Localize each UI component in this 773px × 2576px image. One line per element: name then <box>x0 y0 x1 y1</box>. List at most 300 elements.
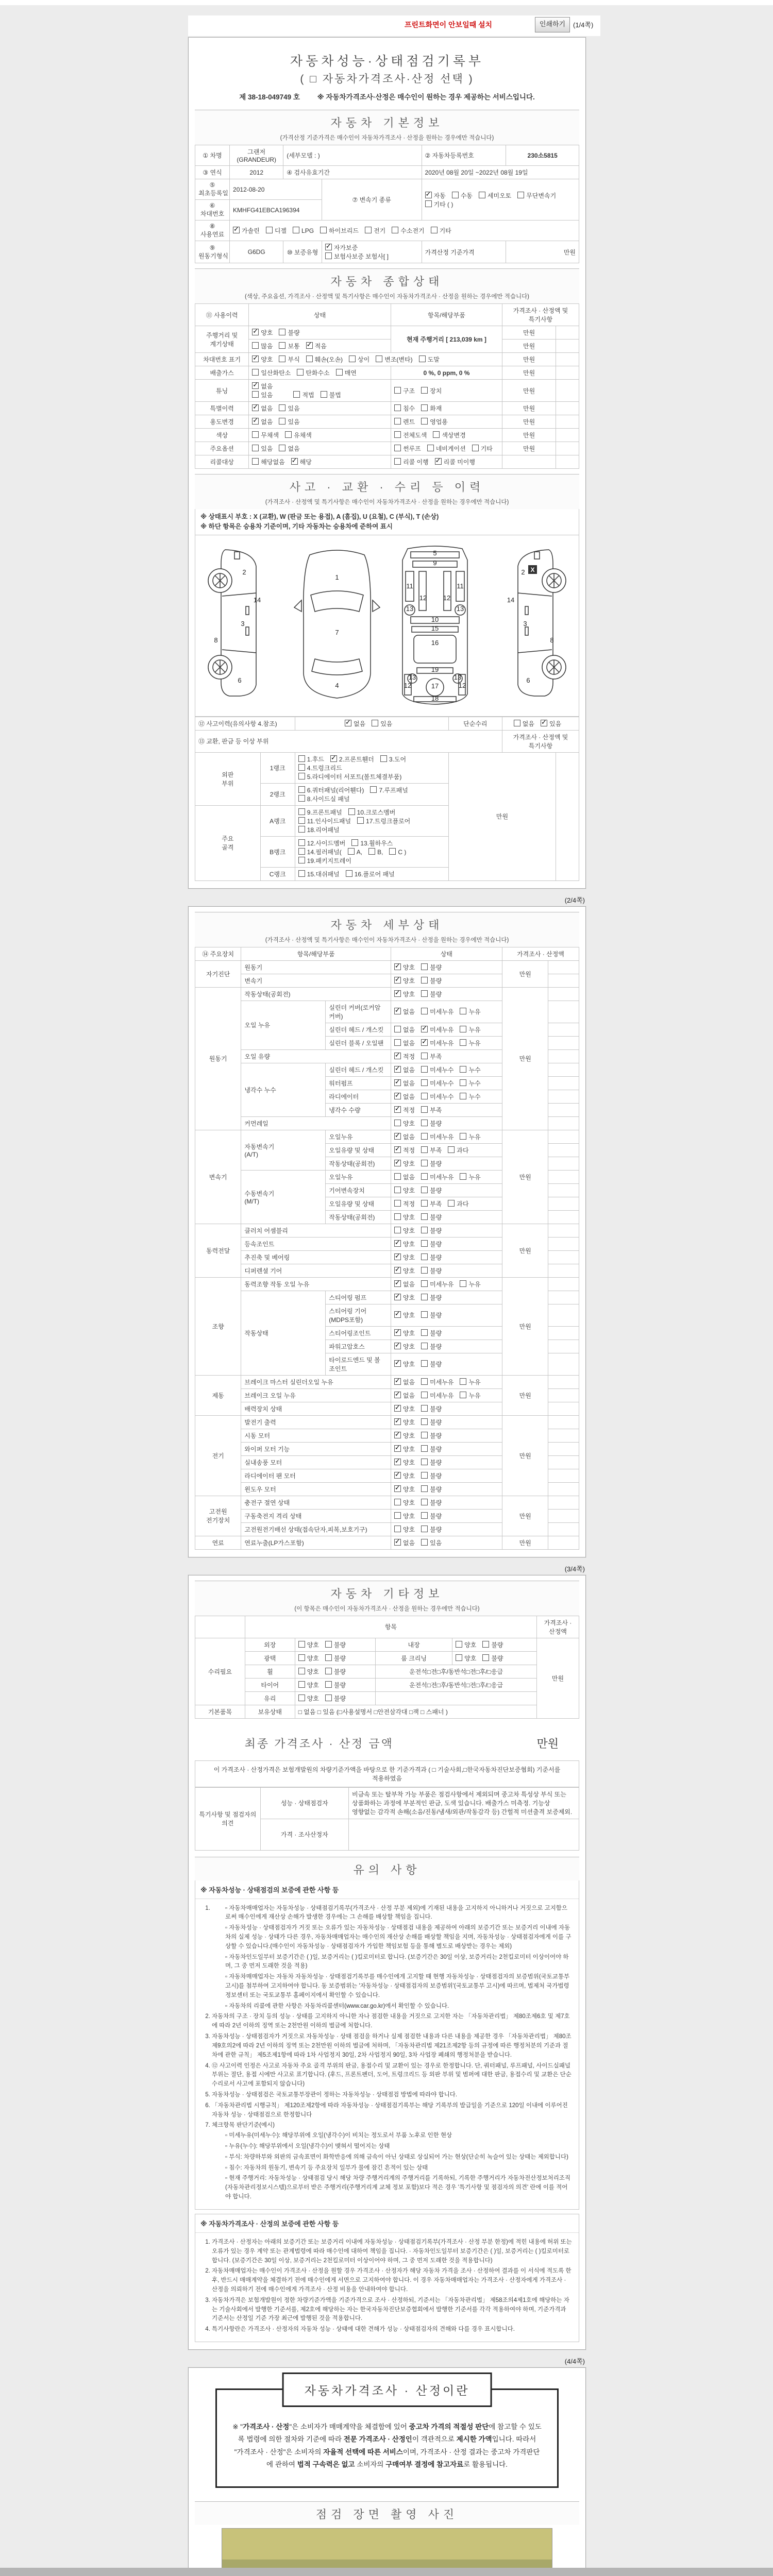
checkbox-checked-icon <box>394 1378 401 1385</box>
checkbox-option: 양호 <box>394 1186 415 1195</box>
checkbox-option: 불량 <box>325 1694 346 1703</box>
checkbox-icon <box>419 355 426 362</box>
checkbox-option: 불량 <box>421 1404 442 1413</box>
checkbox-icon <box>298 808 305 815</box>
photos-section-header <box>195 2501 579 2525</box>
basic-info-grid: ① 차명 그랜저(GRANDEUR) (세부모델 : ) ② 자동차등록번호 230소5815 ③ 연식 2012 ④ 검사유효기간 2020년 08월 20일 ~2022년 08월 19일 ⑤ 최초등록일 2012-08-20 ⑦ 변속기 종류 ✓자동 수동 세미오토 무단변속기 기타 ( ) ⑥ 차대번호 KMHFG41EBCA196394 ⑧ 사용연료 ✓ 가솔린 디젤 LPG 하이브리드 전기 수소전기 기타 ⑨ 원동기형식 G6DG ⑩ 보증유형 ✓자가보증보험사보증 보험사[ ] 가격산정 기준가격 만원 <box>195 145 579 263</box>
doc-title: 자동차성능·상태점검기록부 <box>290 54 484 69</box>
checkbox-option: 기타 <box>431 226 451 235</box>
print-install-notice: 프린트화면이 안보일때 설치 <box>405 21 493 29</box>
checkbox-icon <box>298 839 305 846</box>
checkbox-icon <box>285 431 292 438</box>
checkbox-icon <box>421 977 428 984</box>
basic-section-title: 자동차 기본정보 <box>330 116 444 129</box>
checkbox-checked-icon <box>394 1294 401 1300</box>
checkbox-option: 과다 <box>448 1199 468 1208</box>
checkbox-option: 상이 <box>349 355 369 364</box>
detail-row: 구동축전지 격리 상태 양호 불량 <box>195 1509 579 1522</box>
checkbox-icon <box>370 786 377 793</box>
checkbox-icon <box>394 1526 401 1532</box>
panel-number: 12 <box>443 594 451 602</box>
detail-row: 변속기 자동변속기 (A/T) 오일누유 ✓ 없음 미세누유 누유 만원 <box>195 1130 579 1143</box>
detail-row: 원동기 작동상태(공회전) ✓ 양호 불량 만원 <box>195 987 579 1001</box>
checkbox-option: ✓ 양호 <box>394 1418 415 1427</box>
valuation-intro-text: ※ "가격조사 · 산정"은 소비자가 매매계약을 체결함에 있어 중고차 가격의 적절성 판단에 참고할 수 있도록 법령에 의한 절차와 기준에 따라 전문 가격조사 · 산정인이 객관적으로 제시한 가액입니다. 따라서 "가격조사 · 산정"은 소비자의 자율적 선택에 따른 서비스이며, 가격조사 · 산정 결과는 중고차 가격판단에 관하여 법적 구속력은 없고 소비자의 구매여부 결정에 참고자료로 활용됩니다. <box>232 2423 542 2468</box>
checkbox-option: 양호 <box>298 1667 319 1676</box>
checkbox-option: ✓ 없음 <box>394 1280 415 1289</box>
checkbox-option: 미세누유 <box>421 1280 453 1289</box>
checkbox-option: 6.쿼터패널(리어휀다) <box>298 786 364 794</box>
checkbox-option: ✓ 적정 <box>394 1146 415 1155</box>
sheet-4 <box>188 2367 586 2576</box>
checkbox-option: 불량 <box>421 1329 442 1337</box>
checkbox-icon <box>348 848 355 855</box>
final-price-unit: 만원 <box>536 1737 559 1750</box>
page-marker-2: (2/4쪽) <box>564 896 585 904</box>
checkbox-option: 12.사이드멤버 <box>298 839 346 848</box>
checkbox-option: 해당없음 <box>252 457 284 466</box>
panel-number: 3 <box>523 619 527 628</box>
checkbox-option: ✓ 2.프론트휀더 <box>330 755 374 764</box>
checkbox-option: 적법 <box>293 391 314 399</box>
checkbox-option: ✓자가보증 <box>325 243 358 252</box>
checkbox-checked-icon <box>394 1079 401 1086</box>
doc-number-line <box>195 91 579 101</box>
checkbox-option: ✓ 가솔린 <box>233 226 260 235</box>
checkbox-option: 1.후드 <box>298 755 324 764</box>
checkbox-option: 양호 <box>394 1119 415 1128</box>
checkbox-option: ✓ 양호 <box>394 990 415 998</box>
checkbox-icon <box>252 342 259 349</box>
detail-row: 고전원전기배선 상태(접속단자,피복,보호기구) 양호 불량 <box>195 1522 579 1536</box>
checkbox-option: 없음 <box>394 1025 415 1034</box>
checkbox-option: 색상변경 <box>433 431 465 439</box>
checkbox-option: 화재 <box>421 404 442 413</box>
checkbox-icon <box>421 1187 428 1193</box>
checkbox-icon <box>394 1512 401 1519</box>
checkbox-icon <box>298 1694 305 1701</box>
checkbox-option: 있음 <box>252 444 273 453</box>
opinion-row: 특기사항 및 점검자의 의견 성능 · 상태점검자 비금속 또는 탈부착 가능 부품은 점검사항에서 제외되며 중고차 특성상 부식 또는 상품화하는 과정에 부분적인 판금, 도색 있습니다. 배출가스 미측정. 기능상 영향없는 감각적 손해(소음/진동/냄새/외관/작동감각 등) 간헐적 미션출격 보증제외. <box>195 1787 579 1819</box>
print-button[interactable]: 인쇄하기 <box>535 17 570 32</box>
detail-section-subtitle: (가격조사 · 산정액 및 특기사항은 매수인이 자동차가격조사 · 산정을 원하는 경우에만 적습니다) <box>265 937 509 943</box>
checkbox-icon <box>321 391 327 398</box>
column-header: 가격조사 · 산정액 <box>537 1616 579 1638</box>
checkbox-checked-icon <box>394 1405 401 1412</box>
checkbox-icon <box>421 1311 428 1318</box>
checkbox-icon <box>325 1654 332 1661</box>
valuation-intro-box <box>215 2384 559 2488</box>
note-subitem: ▫ 현재 주행거리: 자동차성능 · 상태점검 당시 해당 차량 주행거리계의 주행거리를 기록하되, 기록한 주행거리가 자동차전산정보처리조직(자동차관리정보시스템)으로부터 받은 주행거리(주행거리계 교체 정보 포함)보다 적은 경우 '특기사항 및 점검자의 의견' 란에 이를 적어야 합니다. <box>225 2174 573 2201</box>
checkbox-option: 네비게이션 <box>427 444 466 453</box>
comprehensive-grid: ⑪ 사용이력 상태 항목/해당부품 가격조사 · 산정액 및 특기사항 주행거리 및 계기상태 ✓양호 불량 현재 주행거리 [ 213,039 km ] 만원 많음 보통 ✓ 적음 만원 차대번호 표기 ✓ 양호 부식 훼손(오손) 상이 변조(변타) 도말 만원 배출가스 일산화탄소 탄화수소 매연 0 %, 0 ppm, 0 % 만원 튜닝 ✓없음 있음 적법 불법 구조 장치 만원 특별이력 ✓ 없음 있음 침수 화재 만원 용도변경 ✓ 없음 있음 렌트 영업용 만원 색상 무채색 유채색 전체도색 색상변경 만원 주요옵션 있음 없음 썬루프 네비게이션 기타 만원 리콜대상 해당없음 ✓ 해당 리콜 이행 ✓ 리콜 미이행 <box>195 303 579 469</box>
checkbox-checked-icon <box>394 963 401 970</box>
checkbox-option: 세미오토 <box>479 191 511 200</box>
panel-number: 15 <box>431 624 439 632</box>
note-subitem: ▫ 누유(누수): 해당부위에서 오일(냉각수)이 맺혀서 떨어지는 상태 <box>225 2142 573 2151</box>
checkbox-checked-icon <box>394 1280 401 1287</box>
checkbox-icon <box>421 1053 428 1059</box>
checkbox-option: ✓ 양호 <box>394 1445 415 1453</box>
checkbox-icon <box>421 1008 428 1014</box>
checkbox-option: ✓ 미세누유 <box>421 1039 453 1047</box>
checkbox-icon <box>421 1146 428 1153</box>
checkbox-checked-icon <box>306 342 313 349</box>
damage-note: ※ 하단 항목은 승용차 기준이며, 기타 자동차는 승용차에 준하여 표시 <box>200 522 393 530</box>
checkbox-icon <box>325 252 332 259</box>
notes-block-2 <box>195 2214 579 2342</box>
checkbox-option: ✓ 없음 <box>345 719 365 728</box>
detail-row: 추진축 및 베어링 ✓ 양호 불량 <box>195 1250 579 1264</box>
detail-row: 전기 발전기 출력 ✓ 양호 불량 만원 <box>195 1415 579 1429</box>
checkbox-checked-icon <box>345 720 351 726</box>
panel-number: 16 <box>431 638 439 647</box>
comp-row: 주요옵션 있음 없음 썬루프 네비게이션 기타 만원 <box>195 442 579 455</box>
notes-section-header <box>195 1857 579 1880</box>
checkbox-option: 불량 <box>421 1431 442 1440</box>
repair-row: 광택 양호 불량 룸 크리닝 양호 불량 <box>195 1651 579 1665</box>
notes1-list <box>212 1904 573 2202</box>
checkbox-option: ✓ 없음 <box>394 1065 415 1074</box>
note-item: 5. 자동차성능 · 상태점검은 국토교통부장관이 정하는 자동차성능 · 상태점검 방법에 따라야 합니다. <box>212 2091 573 2100</box>
checkbox-option: 무단변속기 <box>517 191 556 200</box>
checkbox-icon <box>394 1499 401 1505</box>
checkbox-icon <box>425 200 432 207</box>
checkbox-checked-icon <box>252 355 259 362</box>
comp-row: 특별이력 ✓ 없음 있음 침수 화재 만원 <box>195 402 579 415</box>
checkbox-checked-icon <box>252 382 259 389</box>
detail-row: 조향 동력조향 작동 오일 누유 ✓ 없음 미세누유 누유 만원 <box>195 1277 579 1291</box>
checkbox-option: 누유 <box>460 1391 480 1400</box>
checkbox-option: 불량 <box>421 1512 442 1520</box>
checkbox-option: 양호 <box>394 1213 415 1222</box>
checkbox-icon <box>368 848 375 855</box>
rank-row: 외판 부위 1랭크 1.후드 ✓ 2.프론트휀더 3.도어4.트렁크리드5.라디에이터 서포트(볼트체결부품) 만원 <box>195 752 579 783</box>
checkbox-checked-icon <box>394 1343 401 1349</box>
notes-block-1 <box>195 1880 579 2210</box>
panel-number: 12 <box>404 681 412 689</box>
detail-row: 작동상태(공회전) 양호 불량 <box>195 1210 579 1224</box>
checkbox-icon <box>514 720 520 726</box>
checkbox-option: ✓없음 <box>394 1007 415 1016</box>
photos-section-title: 점검 장면 촬영 사진 <box>315 2508 459 2521</box>
checkbox-icon <box>421 1360 428 1367</box>
panel-number: 14 <box>253 596 261 604</box>
bottom-scrollbar[interactable] <box>0 2568 773 2576</box>
checkbox-checked-icon <box>394 1445 401 1452</box>
checkbox-option: 3.도어 <box>380 755 406 764</box>
checkbox-option: 양호 <box>394 1525 415 1534</box>
checkbox-option: ✓양호 <box>252 328 273 337</box>
checkbox-option: 수소전기 <box>392 226 424 235</box>
checkbox-option: 불량 <box>421 963 442 972</box>
inspector-opinion-table <box>195 1787 579 1851</box>
doc-subtitle: ( □ 자동차가격조사·산정 선택 ) <box>300 73 474 85</box>
checkbox-option: 불량 <box>421 1119 442 1128</box>
damage-codes: ※ 상태표시 부호 : X (교환), W (판금 또는 용접), A (흠집), U (요철), C (부식), T (손상) <box>200 513 439 520</box>
checkbox-option: 불량 <box>421 1266 442 1275</box>
checkbox-option: 불량 <box>421 1293 442 1302</box>
detail-row: 냉각수 수량 ✓ 적정 부족 <box>195 1103 579 1116</box>
checkbox-checked-icon <box>394 1253 401 1260</box>
checkbox-icon <box>349 355 356 362</box>
checkbox-option: ✓ 양호 <box>394 1485 415 1494</box>
checkbox-option: 불량 <box>421 1186 442 1195</box>
checkbox-checked-icon <box>394 1360 401 1367</box>
checkbox-checked-icon <box>421 1039 428 1046</box>
checkbox-option: 불량 <box>421 1159 442 1168</box>
other-info-table <box>195 1616 579 1719</box>
page-marker-1: (1/4쪽) <box>573 21 594 29</box>
checkbox-icon <box>376 355 382 362</box>
checkbox-icon <box>421 1485 428 1492</box>
checkbox-icon <box>298 870 305 877</box>
note-subitem: ▫ 자동차매매업자는 자동차 자동차성능 · 상태점검기록부를 매수인에게 고지할 때 현행 자동차성능 · 상태점검자의 보증범위(국토교통부 고시)를 첨부하여 고지하여야 합니다. 동 보증범위는 '자동차성능 · 상태점검자의 보증범위'(국토교통부 고시)에 따르며, 법제처 국가법령정보센터 또는 국토교통부 홈페이지에서 확인할 수 있습니다. <box>225 1973 573 2000</box>
checkbox-option: 17.트렁크플로어 <box>357 817 410 825</box>
checkbox-option: 장치 <box>421 386 442 395</box>
opinion-grid <box>195 1787 579 1851</box>
checkbox-option: 누유 <box>460 1025 480 1034</box>
checkbox-icon <box>351 839 358 846</box>
detail-row: 자기진단 원동기 ✓ 양호 불량 만원 <box>195 960 579 974</box>
column-header: 항목 <box>245 1616 536 1638</box>
checkbox-option: 불량 <box>421 990 442 998</box>
checkbox-icon <box>394 1120 401 1126</box>
checkbox-option: ✓ 해당 <box>291 457 312 466</box>
checkbox-icon <box>325 1694 332 1701</box>
checkbox-icon <box>421 1459 428 1465</box>
checkbox-option: 불량 <box>421 1471 442 1480</box>
checkbox-icon <box>460 1280 466 1287</box>
repair-row: 휠 양호 불량 운전석□전□후/동반석□전□후/□응급 <box>195 1665 579 1678</box>
checkbox-option: 불량 <box>421 1525 442 1534</box>
detail-row: 오일 누유 실린더 커버(로커암 커버) ✓없음 미세누유 누유 <box>195 1001 579 1023</box>
checkbox-icon <box>433 431 440 438</box>
checkbox-option: ✓ 없음 <box>394 1538 415 1547</box>
detail-row: 제동 브레이크 마스터 실린더오일 누유 ✓ 없음 미세누유 누유 만원 <box>195 1375 579 1388</box>
checkbox-option: 없음 <box>514 719 534 728</box>
checkbox-icon <box>394 1200 401 1207</box>
checkbox-option: 부족 <box>421 1106 442 1114</box>
checkbox-icon <box>365 227 372 233</box>
column-header: 상태 <box>391 947 502 960</box>
checkbox-checked-icon <box>325 244 332 250</box>
repair-row: 유리 양호 불량 <box>195 1691 579 1705</box>
opinion-row: 가격 · 조사산정자 <box>195 1819 579 1850</box>
checkbox-option: 변조(변타) <box>376 355 412 364</box>
panel-number: 11 <box>406 582 413 590</box>
checkbox-option: 하이브리드 <box>320 226 359 235</box>
checkbox-icon <box>279 418 285 425</box>
checkbox-icon <box>421 1472 428 1479</box>
panel-number: 13 <box>408 673 416 681</box>
checkbox-icon <box>320 227 327 233</box>
checkbox-option: 디젤 <box>266 226 287 235</box>
checkbox-option: 유채색 <box>285 431 312 439</box>
checkbox-option: 양호 <box>394 1226 415 1235</box>
tuning-presence <box>252 382 279 399</box>
note-subitem: ▫ 자동차의 리콜에 관한 사항은 자동차리콜센터(www.car.go.kr)에서 확인할 수 있습니다. <box>225 2002 573 2011</box>
column-header: ⑭ 주요장치 <box>195 947 241 960</box>
checkbox-icon <box>394 1039 401 1046</box>
checkbox-checked-icon <box>394 977 401 984</box>
checkbox-icon <box>293 391 300 398</box>
checkbox-checked-icon <box>394 1539 401 1546</box>
checkbox-icon <box>279 445 285 451</box>
note-subitem: ▫ 미세누유(미세누수): 해당부위에 오일(냉각수)이 비치는 정도로서 부품 노후로 인한 현상 <box>225 2131 573 2141</box>
checkbox-option: 없음 <box>279 444 299 453</box>
checkbox-icon <box>394 431 401 438</box>
checkbox-icon <box>293 227 299 233</box>
checkbox-option: 부식 <box>279 355 299 364</box>
page-marker-3: (3/4쪽) <box>564 1565 585 1573</box>
note-item: 4. ⑫ 사고이력 인정은 사고로 자동차 주요 골격 부위의 판금, 용접수리 및 교환이 있는 경우로 한정합니다. 단, 쿼터패널, 루프패널, 사이드실패널 부위는 절단, 용접 시에만 사고로 표기합니다. (후드, 프론트펜더, 도어, 트렁크리드 등 외판 부위 및 범퍼에 대한 판금, 용접수리 및 교환은 단순수리로서 사고에 포함되지 않습니다) <box>212 2062 573 2089</box>
checkbox-option: 8.사이드실 패널 <box>298 794 350 803</box>
valuation-intro-title: 자동차가격조사 · 산정이란 <box>282 2372 492 2407</box>
checkbox-option: 19.패키지트레이 <box>298 856 351 865</box>
checkbox-option: 10.크로스멤버 <box>348 808 396 817</box>
checkbox-option: 미세누수 <box>421 1065 453 1074</box>
checkbox-checked-icon <box>394 1267 401 1274</box>
checkbox-option: 과다 <box>448 1146 468 1155</box>
detail-row: 변속기 ✓ 양호 불량 <box>195 974 579 987</box>
checkbox-icon <box>325 1668 332 1674</box>
checkbox-icon <box>252 445 259 451</box>
checkbox-icon <box>279 342 285 349</box>
checkbox-option: ✓ 없음 <box>394 1391 415 1400</box>
checkbox-option: ✓ 양호 <box>252 355 273 364</box>
checkbox-option: 미세누유 <box>421 1007 453 1016</box>
checkbox-icon <box>431 227 438 233</box>
checkbox-icon <box>298 786 305 793</box>
checkbox-checked-icon <box>252 418 259 425</box>
checkbox-option: 보험사보증 보험사[ ] <box>325 252 389 261</box>
checkbox-option: ✓ 없음 <box>394 1092 415 1101</box>
checkbox-icon <box>460 1392 466 1398</box>
checkbox-option: 없음 <box>394 1039 415 1047</box>
checkbox-checked-icon <box>394 990 401 997</box>
checkbox-checked-icon <box>394 1133 401 1140</box>
checkbox-option: ✓ 양호 <box>394 1404 415 1413</box>
checkbox-option: ✓ 양호 <box>394 1431 415 1440</box>
checkbox-option: 불량 <box>325 1667 346 1676</box>
checkbox-icon <box>298 1681 305 1688</box>
column-header: 가격조사 · 산정액 및 특기사항 <box>502 304 579 326</box>
panel-number: 1 <box>335 573 339 581</box>
checkbox-icon <box>421 1079 428 1086</box>
checkbox-checked-icon <box>394 1311 401 1318</box>
checkbox-checked-icon <box>252 404 259 411</box>
final-price-label: 최종 가격조사 · 산정 금액 <box>244 1737 394 1750</box>
checkbox-icon <box>460 1093 466 1099</box>
page-marker-4: (4/4쪽) <box>564 2358 585 2365</box>
checkbox-option: ✓ 양호 <box>394 1293 415 1302</box>
checkbox-option: 누수 <box>460 1065 480 1074</box>
checkbox-option: 탄화수소 <box>297 368 329 377</box>
checkbox-icon <box>421 1378 428 1385</box>
checkbox-option: ✓ 양호 <box>394 963 415 972</box>
checkbox-icon <box>298 826 305 833</box>
checkbox-option: 부족 <box>421 1146 442 1155</box>
detail-row: 커먼레일 양호 불량 <box>195 1116 579 1130</box>
price-basis-table <box>195 1760 579 1787</box>
checkbox-checked-icon <box>394 1432 401 1438</box>
detail-row: 워터펌프 ✓ 없음 미세누수 누수 <box>195 1076 579 1090</box>
checkbox-option: 18.리어패널 <box>298 825 340 834</box>
panel-number: 5 <box>433 549 437 557</box>
detail-row: 오일 유량 ✓ 적정 부족 <box>195 1049 579 1063</box>
checkbox-option: 불량 <box>421 1445 442 1453</box>
checkbox-icon <box>325 1681 332 1688</box>
checkbox-option: 무채색 <box>252 431 279 439</box>
checkbox-icon <box>460 1066 466 1073</box>
checkbox-option: 불량 <box>325 1681 346 1689</box>
checkbox-icon <box>392 227 398 233</box>
checkbox-option: 적정 <box>394 1199 415 1208</box>
detail-row: 동력전달 클러치 어셈블리 양호 불량 만원 <box>195 1224 579 1237</box>
checkbox-icon <box>421 387 428 394</box>
checkbox-icon <box>421 1329 428 1336</box>
checkbox-option: 양호 <box>298 1694 319 1703</box>
checkbox-option: 구조 <box>394 386 415 395</box>
checkbox-option: 침수 <box>394 404 415 413</box>
exchange-marker: X <box>530 566 535 573</box>
checkbox-icon <box>460 1026 466 1032</box>
column-header: 항목/해당부품 <box>391 304 502 326</box>
checkbox-checked-icon <box>541 720 547 726</box>
checkbox-option: 누유 <box>460 1132 480 1141</box>
column-header <box>195 1616 245 1638</box>
other-section-header <box>195 1581 579 1616</box>
service-note: ※ 자동차가격조사·산정은 매수인이 원하는 경우 제공하는 서비스입니다. <box>317 93 535 101</box>
checkbox-icon <box>460 1008 466 1014</box>
checkbox-checked-icon <box>394 1392 401 1398</box>
checkbox-icon <box>298 857 305 863</box>
checkbox-option: A, <box>348 848 362 856</box>
damage-code-legend <box>195 509 579 535</box>
sheet-2 <box>188 906 586 1557</box>
detail-row: 고전원 전기장치 충전구 절연 상태 양호 불량 만원 <box>195 1496 579 1509</box>
panel-number: 11 <box>457 582 464 590</box>
checkbox-checked-icon <box>394 1472 401 1479</box>
checkbox-icon <box>298 1654 305 1661</box>
checkbox-option: ✓ 미세누유 <box>421 1025 453 1034</box>
checkbox-icon <box>421 1280 428 1287</box>
note-item: 2. 자동차의 구조 · 장치 등의 성능 · 상태를 고지하지 아니한 자나 점검한 내용을 거짓으로 고지한 자는 「자동차관리법」 제80조제6호 및 제7호에 따라 2년 이하의 징역 또는 2천만원 이하의 벌금에 처합니다. <box>212 2012 573 2031</box>
repair-row: 타이어 양호 불량 운전석□전□후/동반석□전□후/□응급 <box>195 1678 579 1691</box>
checkbox-option: 5.라디에이터 서포트(볼트체결부품) <box>298 772 402 781</box>
note-item: 7. 체크항목 판단기준(예시) ▫ 미세누유(미세누수): 해당부위에 오일(냉각수)이 비치는 정도로서 부품 노후로 인한 현상 ▫ 누유(누수): 해당부위에서 오일(냉각수)이 맺혀서 떨어지는 상태 ▫ 부식: 차량하부와 외판의 금속표면이 화학반응에 의해 금속이 아닌 상태로 상실되어 가는 현상(단순히 녹슬어 있는 상태는 제외합니다) ▫ 침수: 자동차의 원동기, 변속기 등 주요장치 일부가 물에 잠긴 흔적이 있는 상태 ▫ 현재 주행거리: 자동차성능 · 상태점검 당시 해당 차량 주행거리계의 주행거리를 기록하되, 기록한 주행거리가 자동차전산정보처리조직(자동차관리정보시스템)으로부터 받은 주행거리(주행거리계 교체 정보 포함)보다 적은 경우 '특기사항 및 점검자의 의견' 란에 이를 적어야 합니다. <box>212 2121 573 2202</box>
checkbox-option: 불량 <box>421 1458 442 1467</box>
checkbox-icon <box>279 329 285 335</box>
checkbox-option: 수동 <box>452 191 473 200</box>
checkbox-icon <box>421 1200 428 1207</box>
comp-row: 리콜대상 해당없음 ✓ 해당 리콜 이행 ✓ 리콜 미이행 <box>195 455 579 469</box>
tuning-legality <box>293 392 347 399</box>
checkbox-option: ✓ 양호 <box>394 1266 415 1275</box>
checkbox-icon <box>298 817 305 824</box>
checkbox-option: ✓ 적정 <box>394 1052 415 1061</box>
checkbox-icon <box>421 1213 428 1220</box>
checkbox-icon <box>252 369 259 376</box>
detail-row: 파워고압호스 ✓ 양호 불량 <box>195 1340 579 1353</box>
detail-row: 실내송풍 모터 ✓ 양호 불량 <box>195 1455 579 1469</box>
checkbox-option: 누수 <box>460 1079 480 1088</box>
detail-row: 배력장치 상태 ✓ 양호 불량 <box>195 1402 579 1415</box>
checkbox-option: 15.대쉬패널 <box>298 870 340 878</box>
checkbox-icon <box>427 445 434 451</box>
checkbox-icon <box>394 387 401 394</box>
